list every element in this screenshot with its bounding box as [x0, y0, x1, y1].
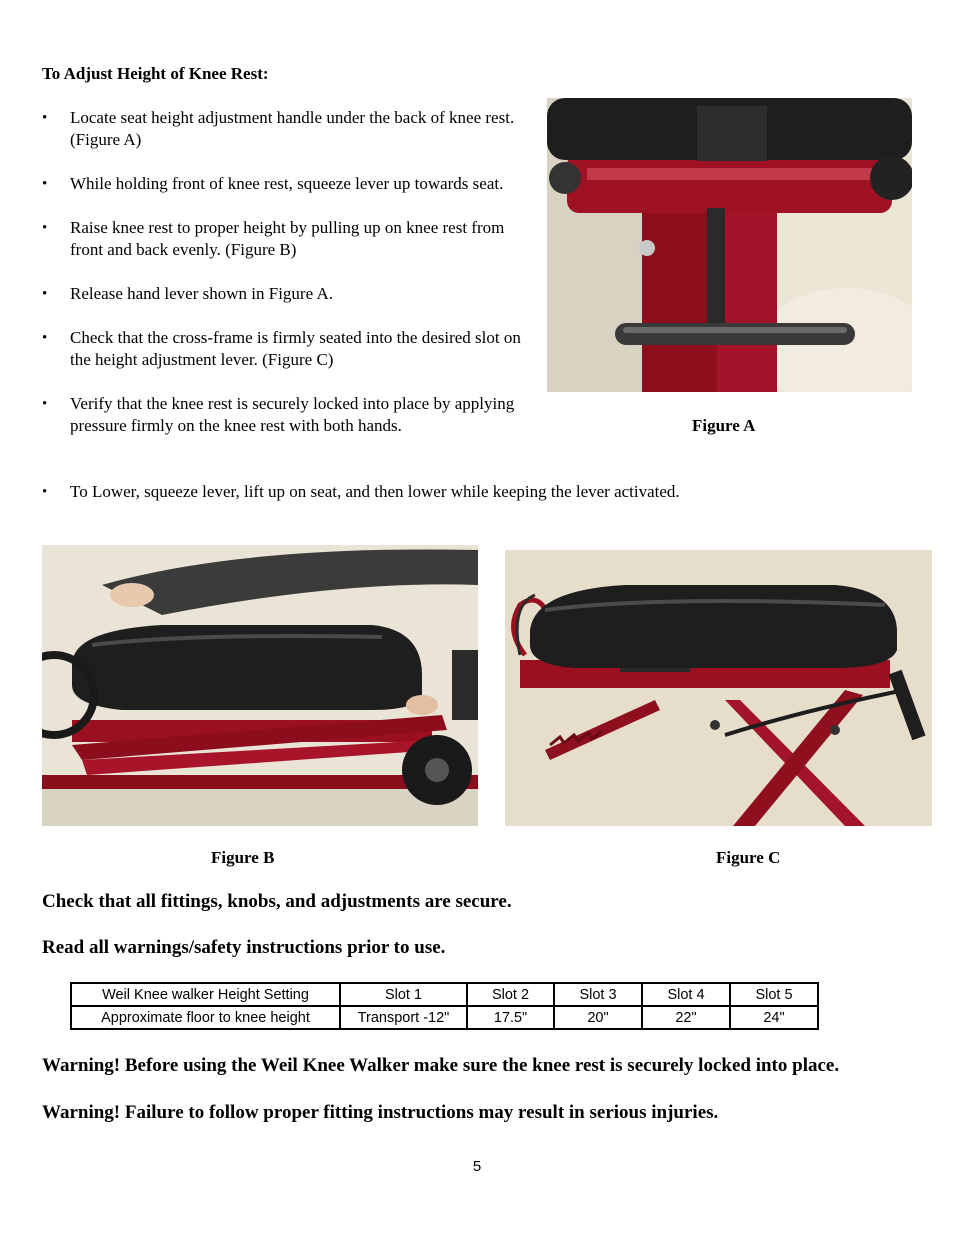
table-cell: Slot 3 — [554, 983, 642, 1006]
instruction-item — [42, 327, 522, 371]
table-cell: Slot 5 — [730, 983, 818, 1006]
bullet-icon: • — [42, 396, 48, 412]
bullet-icon: • — [42, 176, 48, 192]
page-number: 5 — [472, 1158, 482, 1175]
table-row — [71, 983, 818, 1006]
instruction-item — [42, 393, 522, 437]
table-row — [71, 1006, 818, 1029]
bullet-icon: • — [42, 220, 48, 236]
table-cell: Approximate floor to knee height — [71, 1006, 340, 1029]
figure-b-illustration — [42, 545, 478, 826]
instruction-text: Check that the cross-frame is firmly seated into the desired slot on the height adjustment lever. (Figure C) — [70, 328, 521, 369]
table-cell: 17.5" — [467, 1006, 554, 1029]
bullet-icon: • — [42, 484, 48, 500]
warning-injuries: Warning! Failure to follow proper fitting instructions may result in serious injuries. — [42, 1102, 719, 1123]
instruction-item — [42, 107, 522, 151]
instruction-text: Raise knee rest to proper height by pulling up on knee rest from front and back evenly. (Figure B) — [70, 218, 505, 259]
bullet-icon: • — [42, 110, 48, 126]
bullet-icon: • — [42, 286, 48, 302]
instruction-text: Verify that the knee rest is securely locked into place by applying pressure firmly on the knee rest with both hands. — [70, 394, 515, 435]
fittings-note: Check that all fittings, knobs, and adjustments are secure. — [42, 891, 512, 912]
table-cell: Slot 2 — [467, 983, 554, 1006]
figure-b-caption: Figure B — [211, 848, 275, 867]
instruction-item — [42, 283, 522, 305]
table-cell: Slot 4 — [642, 983, 730, 1006]
height-settings-table — [70, 982, 819, 1030]
figure-c-photo — [505, 550, 932, 826]
instruction-list — [42, 107, 522, 437]
figure-c-caption: Figure C — [716, 848, 781, 867]
figure-a-illustration — [547, 98, 912, 392]
instruction-item — [42, 217, 522, 261]
table-cell: 22" — [642, 1006, 730, 1029]
instruction-text: While holding front of knee rest, squeeze lever up towards seat. — [70, 174, 504, 193]
instruction-text: Release hand lever shown in Figure A. — [70, 284, 333, 303]
figure-b-photo — [42, 545, 478, 826]
figure-a-photo — [547, 98, 912, 392]
table-cell: Slot 1 — [340, 983, 467, 1006]
instruction-item — [42, 173, 522, 195]
table-cell: 24" — [730, 1006, 818, 1029]
instruction-text: Locate seat height adjustment handle under the back of knee rest.(Figure A) — [70, 108, 515, 149]
table-cell: Transport -12" — [340, 1006, 467, 1029]
figure-a-caption: Figure A — [692, 416, 756, 435]
bullet-icon: • — [42, 330, 48, 346]
section-heading: To Adjust Height of Knee Rest: — [42, 64, 269, 83]
figure-c-illustration — [505, 550, 932, 826]
warning-locked: Warning! Before using the Weil Knee Walker make sure the knee rest is securely locked into place. — [42, 1055, 840, 1076]
table-cell: Weil Knee walker Height Setting — [71, 983, 340, 1006]
instruction-text: To Lower, squeeze lever, lift up on seat, and then lower while keeping the lever activated. — [70, 482, 680, 501]
lower-instruction — [42, 481, 954, 503]
read-warnings-note: Read all warnings/safety instructions prior to use. — [42, 937, 446, 958]
table-cell: 20" — [554, 1006, 642, 1029]
